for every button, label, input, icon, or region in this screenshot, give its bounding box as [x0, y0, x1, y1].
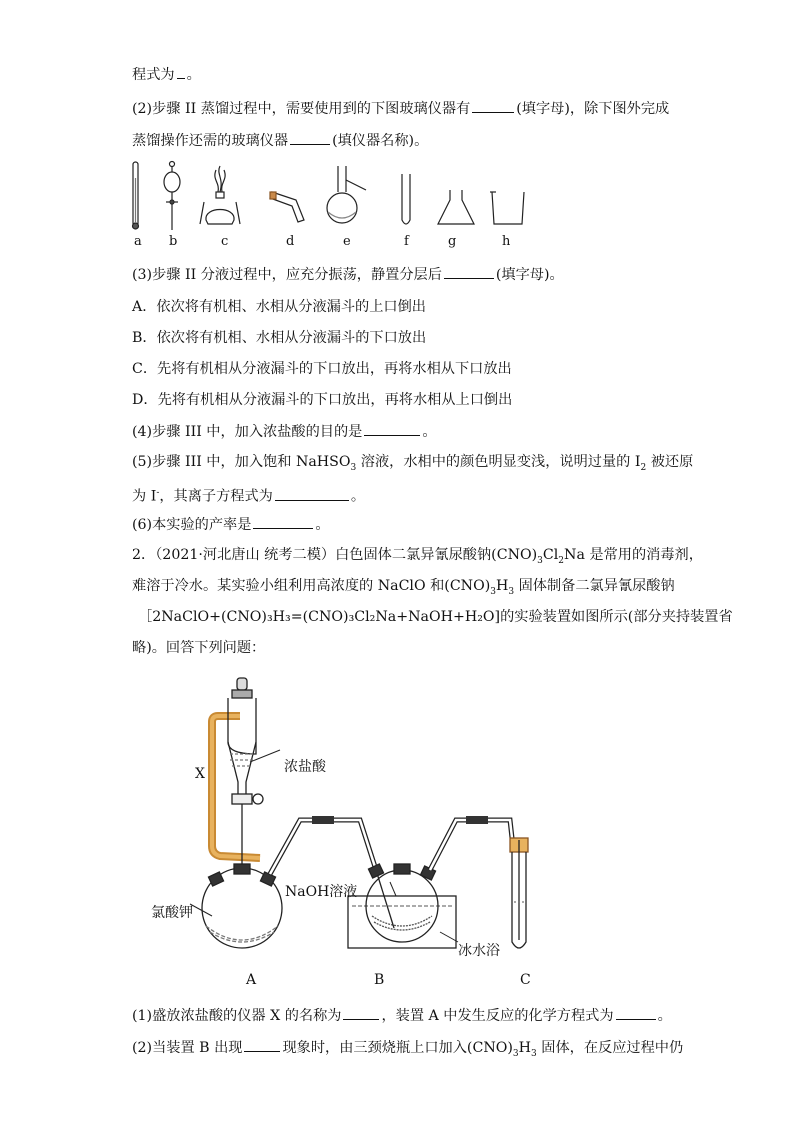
q2b-sub2: (2)当装置 B 出现 现象时，由三颈烧瓶上口加入$(CNO)_3H_3$ 固体，在反应过程中仍 — [132, 1037, 683, 1064]
apparatus-label-c: c — [221, 234, 229, 249]
option-c: C．先将有机相从分液漏斗的下口放出，再将水相从下口放出 — [132, 361, 512, 377]
pressure-equalizing-tube — [212, 716, 260, 858]
thermometer-icon — [133, 162, 139, 229]
label-hcl: 浓盐酸 — [284, 759, 326, 775]
option-b: B．依次将有机相、水相从分液漏斗的下口放出 — [132, 330, 427, 346]
q2-sub2-line2: 蒸馏操作还需的玻璃仪器 (填仪器名称)。 — [132, 130, 428, 151]
q2-stem-line1: 2．（2021·河北唐山 统考二模）白色固体二氯异氰尿酸钠$(CNO)_3Cl_2Na$ 是常用的消毒剂， — [132, 547, 703, 566]
conical-flask-icon — [438, 190, 474, 224]
apparatus-label-d: d — [286, 234, 295, 249]
apparatus-label-f: f — [404, 234, 409, 249]
answer-blank[interactable] — [364, 421, 420, 436]
label-kclo3: 氯酸钾 — [151, 905, 193, 921]
q2-sub6: (6)本实验的产率是 。 — [132, 514, 330, 535]
q2-sub3: (3)步骤 II 分液过程中，应充分振荡，静置分层后 (填字母)。 — [132, 264, 564, 285]
test-tube-c — [510, 838, 528, 948]
answer-blank[interactable] — [253, 514, 313, 529]
apparatus-label-a: a — [134, 234, 142, 249]
option-a: A．依次将有机相、水相从分液漏斗的上口倒出 — [132, 299, 426, 315]
label-ice-bath: 冰水浴 — [458, 943, 500, 959]
dropping-funnel-icon — [228, 678, 263, 868]
adapter-icon — [270, 192, 304, 222]
answer-blank[interactable] — [444, 264, 494, 279]
q2-sub4: (4)步骤 III 中，加入浓盐酸的目的是 。 — [132, 421, 437, 442]
option-d: D．先将有机相从分液漏斗的下口放出，再将水相从上口倒出 — [132, 392, 513, 408]
apparatus-label-h: h — [502, 234, 511, 249]
alcohol-lamp-icon — [200, 166, 240, 224]
label-c: C — [520, 972, 531, 988]
label-b: B — [374, 972, 385, 988]
test-tube-icon — [402, 174, 410, 224]
distillation-flask-icon — [327, 166, 366, 223]
q2-stem-line3: ［2NaClO+(CNO)₃H₃=(CNO)₃Cl₂Na+NaOH+H₂O]的实验装置如图所示(部分夹持装置省 — [138, 609, 733, 625]
answer-blank[interactable] — [343, 1005, 379, 1020]
q1-tail: 程式为 。 — [132, 64, 201, 85]
q2-sub5-line1: (5)步骤 III 中，加入饱和 NaHSO$_3$ 溶液，水相中的颜色明显变浅，说明过量的 $I_2$ 被还原 — [132, 454, 694, 473]
answer-blank[interactable] — [244, 1037, 280, 1052]
q2-stem-line4: 略)。回答下列问题： — [132, 640, 266, 656]
answer-blank[interactable] — [275, 486, 349, 501]
answer-blank[interactable] — [472, 98, 514, 113]
q2b-sub1: (1)盛放浓盐酸的仪器 X 的名称为 ，装置 A 中发生反应的化学方程式为 。 — [132, 1005, 672, 1026]
three-neck-flask-a — [202, 864, 282, 948]
label-x: X — [195, 766, 205, 782]
apparatus-label-b: b — [169, 234, 178, 249]
apparatus-label-e: e — [343, 234, 351, 249]
q2-sub5-line2: 为 I-，其离子方程式为 。 — [132, 483, 365, 507]
three-neck-flask-b — [348, 864, 456, 948]
label-naoh: NaOH溶液 — [285, 884, 358, 900]
q2-sub2-line1: (2)步骤 II 蒸馏过程中，需要使用到的下图玻璃仪器有 (填字母)，除下图外完成 — [132, 98, 669, 119]
separatory-funnel-icon — [164, 162, 180, 231]
answer-blank[interactable] — [616, 1005, 656, 1020]
apparatus-label-g: g — [448, 234, 457, 249]
q2-stem-line2: 难溶于冷水。某实验小组利用高浓度的 NaClO 和$(CNO)_3H_3$ 固体制备二氯异氰尿酸钠 — [132, 578, 675, 597]
beaker-icon — [490, 192, 524, 224]
label-a: A — [246, 972, 257, 988]
glassware-figure — [120, 158, 540, 254]
answer-blank[interactable] — [290, 130, 330, 145]
